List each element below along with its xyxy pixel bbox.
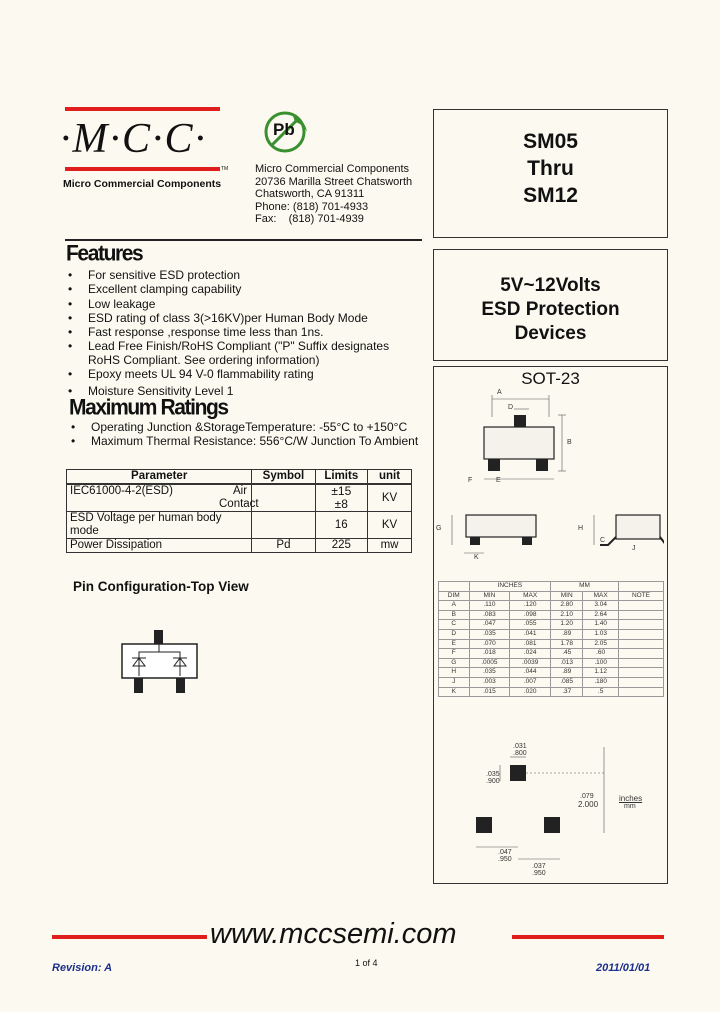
units-mm: mm [624, 803, 636, 810]
description-line: 5V~12Volts [500, 275, 601, 296]
dim-label-a: A [497, 389, 502, 396]
dim-cell: .013 [551, 658, 583, 668]
dim-cell: 1.03 [583, 629, 619, 639]
dim-cell: .083 [469, 610, 510, 620]
dim-row [439, 649, 664, 659]
footer-bar-right [512, 935, 664, 939]
table-row [67, 484, 412, 512]
dim-row [439, 629, 664, 639]
features-list [66, 268, 426, 399]
dim-cell: .89 [551, 629, 583, 639]
dim-cell [618, 601, 663, 611]
col-header: Limits [315, 470, 368, 485]
dim-cell: .024 [510, 649, 551, 659]
company-tagline: Micro Commercial Components [63, 178, 222, 190]
company-address [255, 163, 412, 226]
fp-dim-1-mm: .800 [513, 750, 527, 757]
address-line: 20736 Marilla Street Chatsworth [255, 175, 413, 188]
dim-row [439, 610, 664, 620]
footer-bar-left [52, 935, 207, 939]
col-header: unit [368, 470, 412, 485]
dim-label-d: D [508, 404, 514, 411]
limit-cell: 16 [315, 512, 368, 539]
part-number-line: SM12 [523, 184, 578, 207]
dim-cell: .37 [551, 687, 583, 697]
symbol-cell: Pd [252, 539, 315, 553]
dim-cell: .018 [469, 649, 510, 659]
dim-label-f: F [468, 477, 473, 484]
limit-cell: 225 [315, 539, 368, 553]
dim-cell: 2.05 [583, 639, 619, 649]
rating-item: • Operating Junction &StorageTemperature: -55°C to +150°C [69, 420, 429, 434]
param-sub-contact: Contact [219, 498, 259, 510]
dim-row [439, 687, 664, 697]
trademark: TM [221, 166, 229, 172]
dim-cell [618, 677, 663, 687]
dim-cell: B [439, 610, 470, 620]
package-top-view [454, 387, 634, 487]
group-mm: MM [551, 582, 619, 592]
feature-item: • Fast response ,response time less than 1ns. [66, 325, 426, 339]
symbol-cell [252, 484, 315, 512]
col-header: Symbol [252, 470, 315, 485]
dim-cell: 2.10 [551, 610, 583, 620]
unit-cell: KV [368, 484, 412, 512]
dimension-table [438, 581, 664, 697]
dim-cell: 2.64 [583, 610, 619, 620]
dim-cell: .120 [510, 601, 551, 611]
dim-label-k: K [474, 554, 479, 561]
dim-cell: 1.78 [551, 639, 583, 649]
dim-cell: .055 [510, 620, 551, 630]
dim-cell: K [439, 687, 470, 697]
dim-label-c: C [600, 537, 606, 544]
table-row [67, 512, 412, 539]
pin-config-diagram [112, 628, 207, 698]
dim-col-header: DIM [439, 591, 470, 601]
fp-dim-3: .079 [580, 793, 594, 800]
feature-item-continued: RoHS Compliant. See ordering information) [88, 352, 320, 367]
dim-cell: .45 [551, 649, 583, 659]
feature-item: • Epoxy meets UL 94 V-0 flammability rating [66, 367, 426, 381]
param-cell: Power Dissipation [67, 539, 252, 553]
dim-cell: .180 [583, 677, 619, 687]
dim-row [439, 658, 664, 668]
table-row [67, 539, 412, 553]
dim-label-e: E [496, 477, 501, 484]
address-line: Chatsworth, CA 91311 [255, 188, 365, 200]
dim-cell: .007 [510, 677, 551, 687]
dim-label-b: B [567, 439, 572, 446]
logo-bottom-bar [65, 167, 220, 171]
dim-cell [618, 668, 663, 678]
features-heading: Features [66, 241, 143, 266]
dim-cell: .110 [469, 601, 510, 611]
dim-cell: 2.80 [551, 601, 583, 611]
dim-cell: .098 [510, 610, 551, 620]
dim-cell: 3.04 [583, 601, 619, 611]
dim-cell [618, 649, 663, 659]
dim-cell: .085 [551, 677, 583, 687]
dim-cell [618, 629, 663, 639]
unit-cell: mw [368, 539, 412, 553]
dim-cell: 1.12 [583, 668, 619, 678]
fp-dim-4: .047 [498, 849, 512, 856]
dim-row [439, 639, 664, 649]
dim-cell: .60 [583, 649, 619, 659]
dim-row [439, 677, 664, 687]
dim-cell [618, 687, 663, 697]
symbol-cell [252, 512, 315, 539]
fp-dim-3-mm: 2.000 [578, 800, 599, 809]
pin-config-heading: Pin Configuration-Top View [73, 579, 249, 594]
dim-cell: F [439, 649, 470, 659]
dim-cell: .035 [469, 629, 510, 639]
revision: Revision: A [52, 962, 113, 974]
dim-col-header: MAX [510, 591, 551, 601]
dim-cell: .0039 [510, 658, 551, 668]
param-cell: ESD Voltage per human body mode [67, 512, 252, 539]
page-number: 1 of 4 [355, 958, 378, 968]
dim-cell: .5 [583, 687, 619, 697]
date: 2011/01/01 [596, 962, 651, 974]
dim-label-g: G [436, 525, 442, 532]
fp-dim-5: .037 [532, 863, 546, 870]
dim-cell: .015 [469, 687, 510, 697]
dim-cell: .044 [510, 668, 551, 678]
feature-item: • ESD rating of class 3(>16KV)per Human Body Mode [66, 311, 426, 325]
dim-cell [618, 639, 663, 649]
description-line: ESD Protection [481, 299, 620, 320]
max-ratings-list [69, 420, 429, 449]
feature-item: • For sensitive ESD protection [66, 268, 426, 282]
limit-air: ±15 [331, 484, 352, 498]
dim-cell [618, 658, 663, 668]
dim-cell: .0005 [469, 658, 510, 668]
dim-cell: .89 [551, 668, 583, 678]
feature-item: • Low leakage [66, 297, 426, 311]
feature-item: • Excellent clamping capability [66, 282, 426, 296]
dim-row [439, 668, 664, 678]
fp-dim-2-mm: .900 [486, 778, 500, 785]
feature-item: • Moisture Sensitivity Level 1 [66, 384, 426, 398]
dim-cell: 1.40 [583, 620, 619, 630]
part-number-box [433, 109, 668, 238]
dim-label-h: H [578, 525, 584, 532]
max-ratings-heading: Maximum Ratings [69, 395, 228, 420]
dim-col-header: MIN [551, 591, 583, 601]
unit-cell: KV [368, 512, 412, 539]
dim-cell: A [439, 601, 470, 611]
fp-dim-2: .035 [486, 771, 500, 778]
feature-item: • Lead Free Finish/RoHS Compliant ("P" Suffix designates [66, 339, 426, 353]
company-logo: ·M·C·C· [60, 116, 208, 162]
dim-col-header: NOTE [618, 591, 663, 601]
group-inches: INCHES [469, 582, 551, 592]
fp-dim-1: .031 [513, 743, 527, 750]
dim-cell: C [439, 620, 470, 630]
pb-label: Pb [273, 120, 295, 139]
dim-row [439, 601, 664, 611]
dim-row [439, 620, 664, 630]
dim-cell: .035 [469, 668, 510, 678]
param-cell: IEC61000-4-2(ESD) [70, 485, 173, 497]
dim-cell: .047 [469, 620, 510, 630]
dim-col-header: MIN [469, 591, 510, 601]
package-name: SOT-23 [521, 369, 580, 388]
dim-cell: J [439, 677, 470, 687]
param-sub-air: Air [233, 485, 248, 497]
dim-cell: .041 [510, 629, 551, 639]
dim-cell: .070 [469, 639, 510, 649]
ratings-table [66, 469, 412, 553]
dim-cell: H [439, 668, 470, 678]
limit-contact: ±8 [334, 497, 348, 511]
dim-col-header: MAX [583, 591, 619, 601]
address-line: Phone: (818) 701-4933 [255, 200, 369, 213]
dim-cell: .020 [510, 687, 551, 697]
dim-cell [618, 610, 663, 620]
dim-cell: G [439, 658, 470, 668]
dim-label-j: J [632, 545, 636, 552]
units-inches: inches [619, 794, 643, 803]
dim-cell: .100 [583, 658, 619, 668]
dim-cell: E [439, 639, 470, 649]
part-number-line: Thru [527, 157, 574, 180]
footer-website[interactable]: www.mccsemi.com [210, 918, 457, 950]
part-number-line: SM05 [523, 130, 578, 153]
lead-free-icon [263, 110, 313, 155]
fp-dim-5-mm: .950 [532, 870, 546, 877]
dim-cell: 1.20 [551, 620, 583, 630]
dim-cell: .081 [510, 639, 551, 649]
logo-top-bar [65, 107, 220, 111]
dim-cell: .003 [469, 677, 510, 687]
description-box [433, 249, 668, 361]
address-line: Micro Commercial Components [255, 163, 410, 175]
package-drawing-box [433, 366, 668, 884]
address-line: Fax: (818) 701-4939 [255, 213, 364, 225]
dim-cell: D [439, 629, 470, 639]
dim-cell [618, 620, 663, 630]
solder-footprint [464, 747, 664, 877]
col-header: Parameter [67, 470, 252, 485]
description-line: Devices [514, 323, 587, 344]
rating-item: • Maximum Thermal Resistance: 556°C/W Junction To Ambient [69, 434, 429, 448]
fp-dim-4-mm: .950 [498, 856, 512, 863]
